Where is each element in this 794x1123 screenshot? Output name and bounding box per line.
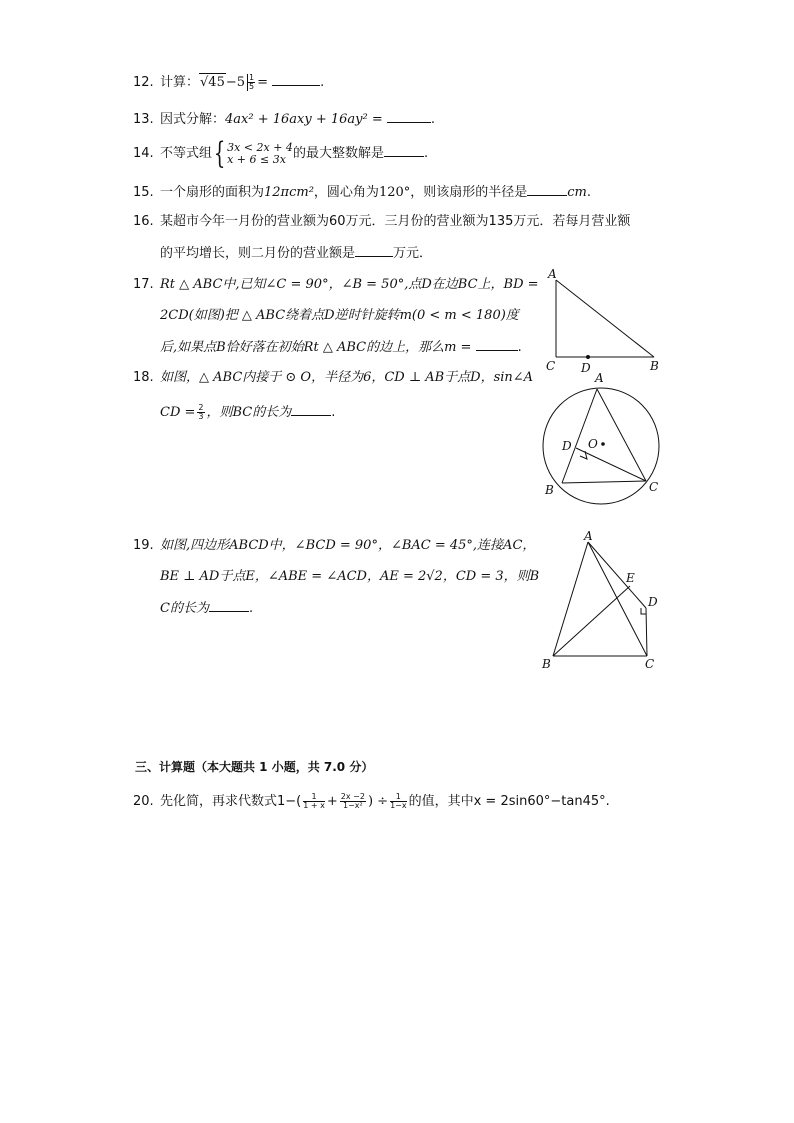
question-12: 12. 计算：√45−5 $\frac{1}{5}$ = . bbox=[133, 73, 325, 91]
label-E: E bbox=[626, 571, 635, 585]
question-14: 14. 不等式组{ 3x < 2x + 4 x + 6 ≤ 3x 的最大整数解是 . bbox=[133, 135, 429, 171]
section-3-heading: 三、计算题（本大题共 1 小题，共 7.0 分） bbox=[135, 760, 374, 774]
question-17: 17. Rt △ ABC中,已知∠C = 90°，∠B = 50°,点D在边BC上，BD = bbox=[133, 277, 539, 292]
answer-blank bbox=[527, 183, 567, 196]
question-13: 13. 因式分解：4ax² + 16axy + 16ay² = . bbox=[133, 112, 436, 127]
figure-19-quadrilateral bbox=[538, 528, 668, 673]
answer-blank bbox=[387, 110, 431, 123]
label-C: C bbox=[546, 359, 556, 373]
question-19-line2: BE ⊥ AD于点E，∠ABE = ∠ACD，AE = 2√2，CD = 3，则B bbox=[160, 569, 540, 584]
question-16-line2: 的平均增长，则二月份的营业额是 万元． bbox=[160, 246, 433, 261]
inequality-system: 3x < 2x + 4 x + 6 ≤ 3x bbox=[227, 140, 293, 166]
label-A: A bbox=[584, 529, 593, 543]
figure-18-inscribed-triangle bbox=[540, 370, 670, 505]
fraction: $\frac{1}{1 + x}$ bbox=[303, 792, 325, 810]
fraction: $\frac{1}{5}$ bbox=[249, 73, 255, 91]
label-B: B bbox=[545, 483, 554, 497]
label-D: D bbox=[648, 595, 658, 609]
label-C: C bbox=[645, 657, 655, 671]
question-19-line3: C的长为 . bbox=[160, 601, 254, 616]
label-B: B bbox=[650, 359, 659, 373]
answer-blank bbox=[291, 403, 331, 416]
answer-blank bbox=[355, 244, 393, 257]
question-19: 19. 如图,四边形ABCD中，∠BCD = 90°，∠BAC = 45°,连接AC， bbox=[133, 538, 536, 553]
label-D: D bbox=[581, 361, 591, 375]
answer-blank bbox=[209, 599, 249, 612]
question-18: 18. 如图，△ ABC内接于 ⊙ O，半径为6，CD ⊥ AB于点D，sin∠A bbox=[133, 370, 534, 385]
question-17-line3: 后,如果点B恰好落在初始Rt △ ABC的边上，那么m = . bbox=[160, 340, 522, 355]
label-B: B bbox=[542, 657, 551, 671]
question-20: 20. 先化简，再求代数式1−( $\frac{1}{1 + x}$ + $\frac{2x -2}{\text{1−x²}}$ ) ÷ $\frac{1}{1-x}$ 的值，其中x = 2sin60°−tan45°. bbox=[133, 792, 610, 810]
question-number: 12. bbox=[133, 75, 154, 90]
question-15: 15. 一个扇形的面积为12πcm²，圆心角为120°，则该扇形的半径是 cm. bbox=[133, 185, 592, 200]
question-18-line2: CD = $\frac{2}{3}$ ，则BC的长为 . bbox=[160, 403, 336, 421]
label-A: A bbox=[595, 371, 604, 385]
fraction: $\frac{1}{1-x}$ bbox=[390, 792, 407, 810]
answer-blank bbox=[272, 73, 320, 86]
label-D: D bbox=[562, 439, 572, 453]
question-17-line2: 2CD(如图)把 △ ABC绕着点D逆时针旋转m(0 < m < 180)度 bbox=[160, 308, 519, 323]
label-O: O bbox=[588, 437, 598, 451]
answer-blank bbox=[476, 338, 518, 351]
figure-17-right-triangle bbox=[540, 262, 670, 377]
label-A: A bbox=[548, 267, 557, 281]
fraction: $\frac{2}{3}$ bbox=[198, 403, 204, 421]
question-16: 16. 某超市今年一月份的营业额为60万元．三月份的营业额为135万元．若每月营业额 bbox=[133, 214, 631, 229]
answer-blank bbox=[384, 144, 424, 157]
fraction: $\frac{2x -2}{\text{1−x²}}$ bbox=[340, 792, 365, 810]
label-C: C bbox=[649, 480, 659, 494]
